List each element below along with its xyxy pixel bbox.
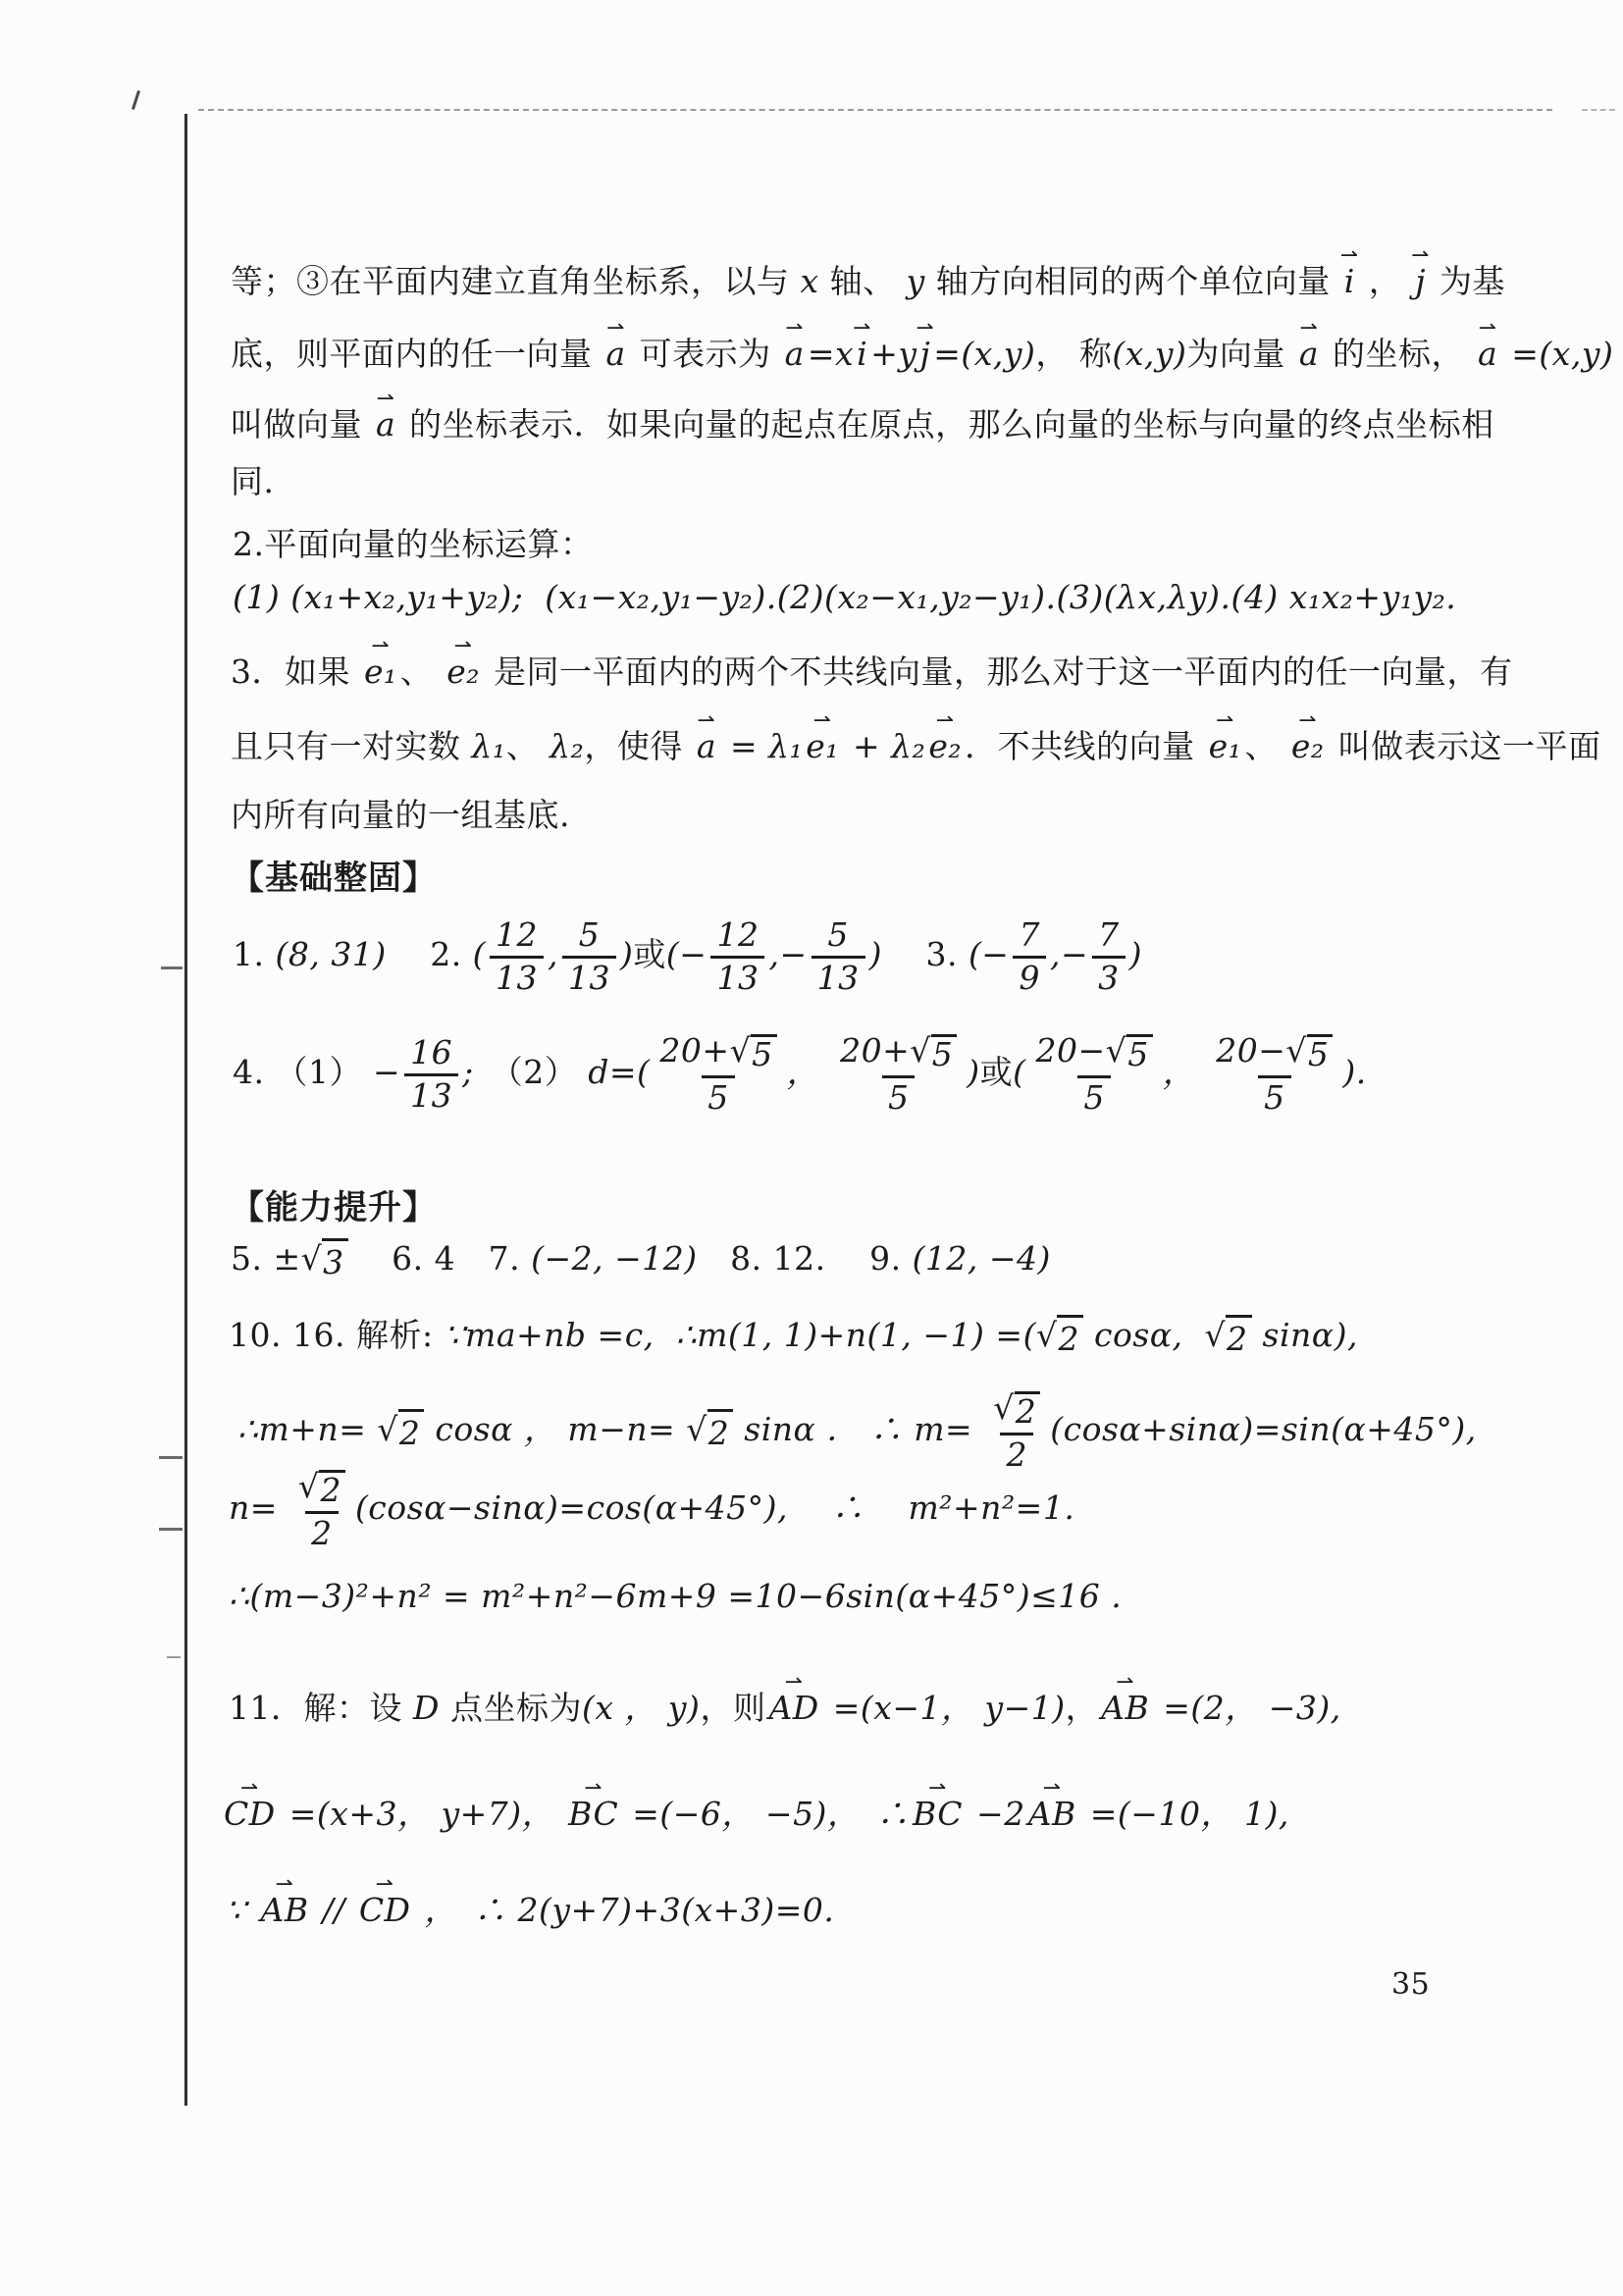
- sqrt: [686, 1409, 733, 1453]
- radicand: 2: [398, 1409, 425, 1453]
- text-run: 3．如果: [231, 652, 361, 691]
- answer-10-line-4: [229, 1576, 1122, 1616]
- radical-sign: √: [993, 1388, 1015, 1427]
- text-run: 且只有一对实数: [231, 727, 472, 765]
- numerator: [710, 915, 764, 956]
- math-run: 2: [311, 1513, 333, 1552]
- math-run: 13: [816, 958, 860, 997]
- radicand: 2: [319, 1470, 345, 1508]
- math-run: 5: [887, 1077, 910, 1117]
- text-run: 叫做表示这一平面: [1327, 727, 1601, 765]
- text-run: 10. 16. 解析:: [229, 1316, 445, 1354]
- math-run: 16: [410, 1033, 453, 1071]
- denominator: [1013, 956, 1046, 996]
- denominator: [490, 956, 544, 996]
- margin-mark-1: [161, 966, 183, 969]
- denominator: [1092, 956, 1126, 996]
- radicand: 5: [1126, 1034, 1153, 1072]
- vector: ⇀ i: [857, 334, 867, 374]
- text-run: 可表示为: [628, 335, 782, 373]
- math-run: (1) (x₁+x₂,y₁+y₂); (x₁−x₂,y₁−y₂).(2)(x₂−x₁,y₂−y₁).(3)(λx,λy).(4) x₁x₂+y₁y₂.: [233, 578, 1457, 616]
- math-run: (−: [665, 935, 707, 974]
- math-run: λ₂: [550, 727, 585, 765]
- math-run: 5: [707, 1077, 729, 1117]
- text-run: 、: [505, 727, 550, 765]
- answer-10-line-2: [237, 1388, 1477, 1474]
- text-run: 2.: [386, 935, 473, 974]
- math-run: ;: [462, 1053, 474, 1092]
- fraction: [404, 1033, 458, 1115]
- radical-sign: √: [1204, 1316, 1227, 1354]
- vector: ⇀ e₁: [364, 652, 397, 692]
- text-run: 1.: [233, 935, 276, 974]
- answer-4: [233, 1031, 1367, 1117]
- vector: ⇀ a: [785, 334, 805, 374]
- sqrt: [301, 1238, 348, 1282]
- vector: ⇀ a: [697, 726, 716, 766]
- math-run: 20+: [659, 1031, 730, 1070]
- math-run: ∵ma+nb =c, ∴m(1, 1)+n(1, −1) =(: [444, 1316, 1036, 1354]
- math-run: −: [372, 1053, 401, 1092]
- math-run: =(−10， 1),: [1078, 1795, 1289, 1833]
- math-run: =(x+3， y+7)，: [278, 1795, 566, 1833]
- text-run: 11．解：设: [229, 1689, 413, 1727]
- text-run: 3.: [881, 935, 969, 974]
- text-run: ，: [1065, 1689, 1099, 1727]
- math-run: 5: [827, 915, 849, 954]
- math-run: =(2， −3),: [1152, 1689, 1341, 1727]
- fraction: [490, 915, 544, 997]
- section3-line-3: [231, 795, 570, 835]
- intro-line-4: [231, 461, 275, 501]
- text-run: 、: [399, 652, 445, 691]
- radical-sign: √: [1105, 1031, 1127, 1070]
- text-run: 等；③在平面内建立直角坐标系，以与: [231, 262, 801, 300]
- math-run: +y: [870, 335, 917, 373]
- margin-mark-2: [159, 1456, 183, 1459]
- math-run: ): [868, 935, 882, 974]
- vector: ⇀ j: [1415, 261, 1426, 301]
- math-run: ∵: [226, 1891, 258, 1929]
- fraction: [654, 1031, 782, 1117]
- denominator: [305, 1511, 339, 1551]
- text-run: ，使得: [584, 727, 694, 765]
- vector: ⇀ AB: [1028, 1794, 1076, 1834]
- radical-sign: √: [1035, 1316, 1058, 1354]
- radical-sign: √: [686, 1410, 707, 1449]
- sqrt: [910, 1031, 957, 1073]
- scan-left-edge-line: [184, 114, 187, 2106]
- radical-sign: √: [377, 1410, 398, 1449]
- section2-title: [233, 524, 594, 564]
- math-run: 13: [568, 958, 611, 997]
- answer-10-line-3: [229, 1467, 1075, 1552]
- vector: ⇀ e₂: [446, 652, 480, 692]
- radical-sign: √: [297, 1467, 320, 1505]
- math-run: ).: [1342, 1053, 1367, 1092]
- math-run: 3: [1098, 958, 1120, 997]
- text-run: 叫做向量: [231, 405, 373, 444]
- scan-corner-tick: [131, 90, 140, 110]
- sqrt: [1036, 1315, 1083, 1359]
- vector: ⇀ e₁: [1209, 726, 1242, 766]
- math-run: (8, 31): [275, 935, 387, 974]
- radicand: 5: [931, 1034, 958, 1072]
- math-run: ，: [786, 1053, 831, 1092]
- math-run: 20−: [1035, 1031, 1106, 1070]
- text-run: （2）: [473, 1053, 589, 1092]
- fraction: [1013, 915, 1046, 997]
- vector: ⇀ BC: [568, 1794, 618, 1834]
- denominator: [1000, 1433, 1033, 1473]
- fraction: [710, 915, 764, 997]
- radicand: 5: [1307, 1034, 1334, 1072]
- margin-mark-4: [167, 1656, 181, 1658]
- text-run: 轴、: [818, 262, 907, 300]
- section3-line-1: [231, 652, 1513, 692]
- answers-5-to-9: [231, 1238, 1051, 1282]
- heading-advanced: [231, 1187, 437, 1229]
- radical-sign: √: [910, 1031, 931, 1070]
- math-run: + λ₂: [842, 727, 926, 765]
- math-run: ): [1128, 935, 1142, 974]
- denominator: [404, 1073, 458, 1114]
- vector: ⇀ a: [606, 334, 626, 374]
- scan-top-dashed-line: [198, 109, 1552, 111]
- radicand: 3: [322, 1238, 348, 1282]
- fraction: [1210, 1031, 1338, 1117]
- sqrt: [297, 1467, 345, 1509]
- math-run: 7: [1098, 915, 1120, 954]
- numerator: [404, 1033, 458, 1073]
- text-run: 底，则平面内的任一向量: [231, 335, 603, 373]
- vector: ⇀ AB: [261, 1890, 309, 1930]
- math-run: 5: [1083, 1077, 1105, 1117]
- math-run: 5: [1264, 1077, 1285, 1117]
- math-run: ∴(m−3)²+n² = m²+n²−6m+9 =10−6sin(α+45°)≤16 .: [229, 1577, 1123, 1615]
- math-run: cosα ， m−n=: [424, 1410, 687, 1449]
- math-run: −2: [966, 1795, 1025, 1833]
- math-run: ,: [548, 935, 559, 974]
- numerator: [1013, 915, 1046, 956]
- radicand: 2: [707, 1409, 734, 1453]
- scan-top-dashed-line-right: [1582, 109, 1615, 111]
- math-run: ∴m+n=: [237, 1410, 378, 1449]
- vector: ⇀ i: [1344, 261, 1355, 301]
- answer-11-line-2: [221, 1794, 1289, 1834]
- math-run: 12: [716, 915, 759, 954]
- math-run: λ₁: [471, 727, 506, 765]
- sqrt: [377, 1409, 424, 1453]
- math-run: 7: [1019, 915, 1040, 954]
- math-run: 13: [496, 958, 539, 997]
- math-run: (x,y): [1112, 335, 1187, 373]
- text-run: ，则: [700, 1689, 766, 1727]
- math-run: 13: [410, 1075, 453, 1115]
- vector: ⇀ AD: [768, 1688, 818, 1728]
- answers-1-to-3: [233, 915, 1142, 997]
- math-run: cosα,: [1082, 1316, 1205, 1354]
- math-run: ): [967, 1053, 980, 1092]
- numerator: [987, 1388, 1046, 1433]
- answer-11-line-3: [226, 1890, 834, 1930]
- text-run: 6. 4 7.: [347, 1239, 532, 1278]
- vector: ⇀ j: [919, 334, 930, 374]
- vector: ⇀ a: [1299, 334, 1319, 374]
- radicand: 2: [1226, 1315, 1252, 1359]
- math-run: 5: [578, 915, 601, 954]
- sqrt: [729, 1031, 777, 1073]
- vector: ⇀ e₁: [806, 726, 839, 766]
- math-run: ,−: [1049, 935, 1089, 974]
- radicand: 5: [751, 1034, 777, 1072]
- math-run: (: [1013, 1053, 1026, 1092]
- math-run: ，: [1162, 1053, 1207, 1092]
- numerator: [1092, 915, 1126, 956]
- text-run: 的坐标表示．如果向量的起点在原点，那么向量的坐标与向量的终点坐标相: [398, 405, 1494, 444]
- numerator: [1210, 1031, 1338, 1075]
- math-run: =(x,y): [1500, 335, 1614, 373]
- numerator: [573, 915, 606, 956]
- vector: ⇀ a: [376, 404, 395, 444]
- math-run: =(x−1， y−1): [821, 1689, 1066, 1727]
- intro-line-3: [231, 404, 1494, 444]
- text-run: 【基础整固】: [231, 859, 437, 898]
- denominator: [562, 956, 616, 996]
- fraction: [1030, 1031, 1159, 1117]
- math-run: (: [472, 935, 487, 974]
- sqrt: [1205, 1315, 1252, 1359]
- vector: ⇀ AB: [1101, 1688, 1149, 1728]
- text-run: 或: [633, 935, 666, 974]
- text-run: 为向量: [1186, 335, 1296, 373]
- text-run: 内所有向量的一组基底.: [231, 796, 570, 834]
- math-run: (cosα+sinα)=sin(α+45°),: [1050, 1410, 1477, 1449]
- text-run: 8. 12. 9.: [697, 1239, 913, 1278]
- fraction: [1092, 915, 1126, 997]
- text-run: ，: [1357, 262, 1413, 300]
- intro-line-2: [231, 334, 1613, 374]
- vector: ⇀ e₂: [1291, 726, 1325, 766]
- math-run: (−: [968, 935, 1010, 974]
- sqrt: [1105, 1031, 1153, 1073]
- denominator: [1258, 1075, 1291, 1116]
- math-run: 20−: [1216, 1031, 1286, 1070]
- page-number: 35: [1391, 1967, 1431, 2002]
- radicand: 2: [1015, 1391, 1041, 1430]
- math-run: (cosα−sinα)=cos(α+45°), ∴ m²+n²=1.: [354, 1488, 1075, 1528]
- math-run: =(−6， −5)， ∴: [621, 1795, 910, 1833]
- math-run: =x: [807, 335, 855, 373]
- answer-10-line-1: [229, 1315, 1358, 1359]
- math-run: (x ， y): [581, 1689, 701, 1727]
- math-run: 12: [496, 915, 539, 954]
- text-run: 轴方向相同的两个单位向量: [924, 262, 1341, 300]
- radical-sign: √: [729, 1031, 752, 1070]
- denominator: [882, 1075, 916, 1116]
- math-run: y: [906, 262, 925, 300]
- math-run: ,−: [768, 935, 808, 974]
- math-run: =(x,y): [933, 335, 1036, 373]
- math-run: ): [620, 935, 634, 974]
- text-run: 、: [1244, 727, 1288, 765]
- numerator: [1030, 1031, 1159, 1075]
- numerator: [292, 1467, 351, 1511]
- text-run: 2.平面向量的坐标运算：: [233, 525, 594, 563]
- math-run: sinα),: [1251, 1316, 1358, 1354]
- denominator: [812, 956, 865, 996]
- math-run: = λ₁: [719, 727, 804, 765]
- fraction: [812, 915, 865, 997]
- denominator: [710, 956, 764, 996]
- text-run: 点坐标为: [439, 1689, 582, 1727]
- vector: ⇀ CD: [224, 1794, 276, 1834]
- vector: ⇀ BC: [913, 1794, 963, 1834]
- vector: ⇀ CD: [359, 1890, 411, 1930]
- numerator: [490, 915, 544, 956]
- math-run: 2: [1006, 1435, 1027, 1474]
- math-run: 20+: [840, 1031, 911, 1070]
- fraction: [834, 1031, 963, 1117]
- text-run: 4. （1）: [233, 1053, 373, 1092]
- vector: ⇀ a: [1478, 334, 1497, 374]
- heading-basic: [231, 858, 437, 900]
- intro-line-1: [231, 261, 1505, 301]
- text-run: ．不共线的向量: [965, 727, 1206, 765]
- text-run: 的坐标，: [1322, 335, 1476, 373]
- math-run: sinα ． ∴ m=: [733, 1410, 984, 1449]
- denominator: [702, 1075, 735, 1116]
- math-run: x: [800, 262, 819, 300]
- text-run: 或: [979, 1053, 1014, 1092]
- numerator: [834, 1031, 963, 1075]
- math-run: //: [311, 1891, 356, 1929]
- sqrt: [1285, 1031, 1333, 1073]
- numerator: [821, 915, 855, 956]
- math-run: D: [412, 1689, 440, 1727]
- section2-formulas: [233, 577, 1456, 617]
- math-run: 13: [716, 958, 759, 997]
- text-run: 同.: [231, 462, 275, 500]
- math-run: 9: [1019, 958, 1040, 997]
- section3-line-2: [231, 726, 1601, 766]
- fraction: [562, 915, 616, 997]
- math-run: (12, −4): [912, 1239, 1051, 1278]
- math-run: ， ∴ 2(y+7)+3(x+3)=0.: [413, 1891, 835, 1929]
- fraction: [292, 1467, 351, 1552]
- numerator: [654, 1031, 782, 1075]
- radical-sign: √: [1285, 1031, 1307, 1070]
- margin-mark-3: [159, 1528, 183, 1531]
- radicand: 2: [1057, 1315, 1083, 1359]
- vector: ⇀ e₂: [928, 726, 962, 766]
- denominator: [1077, 1075, 1111, 1116]
- text-run: ， 称: [1035, 335, 1113, 373]
- math-run: (−2, −12): [531, 1239, 698, 1278]
- sqrt: [993, 1388, 1040, 1431]
- text-run: 【能力提升】: [231, 1188, 437, 1227]
- fraction: [987, 1388, 1046, 1474]
- text-run: 5.: [231, 1239, 274, 1278]
- math-run: n=: [229, 1488, 288, 1528]
- radical-sign: √: [300, 1239, 323, 1278]
- text-run: 为基: [1429, 262, 1506, 300]
- math-run: d=(: [588, 1053, 651, 1092]
- math-run: ±: [273, 1239, 301, 1278]
- answer-11-line-1: [229, 1688, 1341, 1728]
- text-run: 是同一平面内的两个不共线向量，那么对于这一平面内的任一向量，有: [483, 652, 1513, 691]
